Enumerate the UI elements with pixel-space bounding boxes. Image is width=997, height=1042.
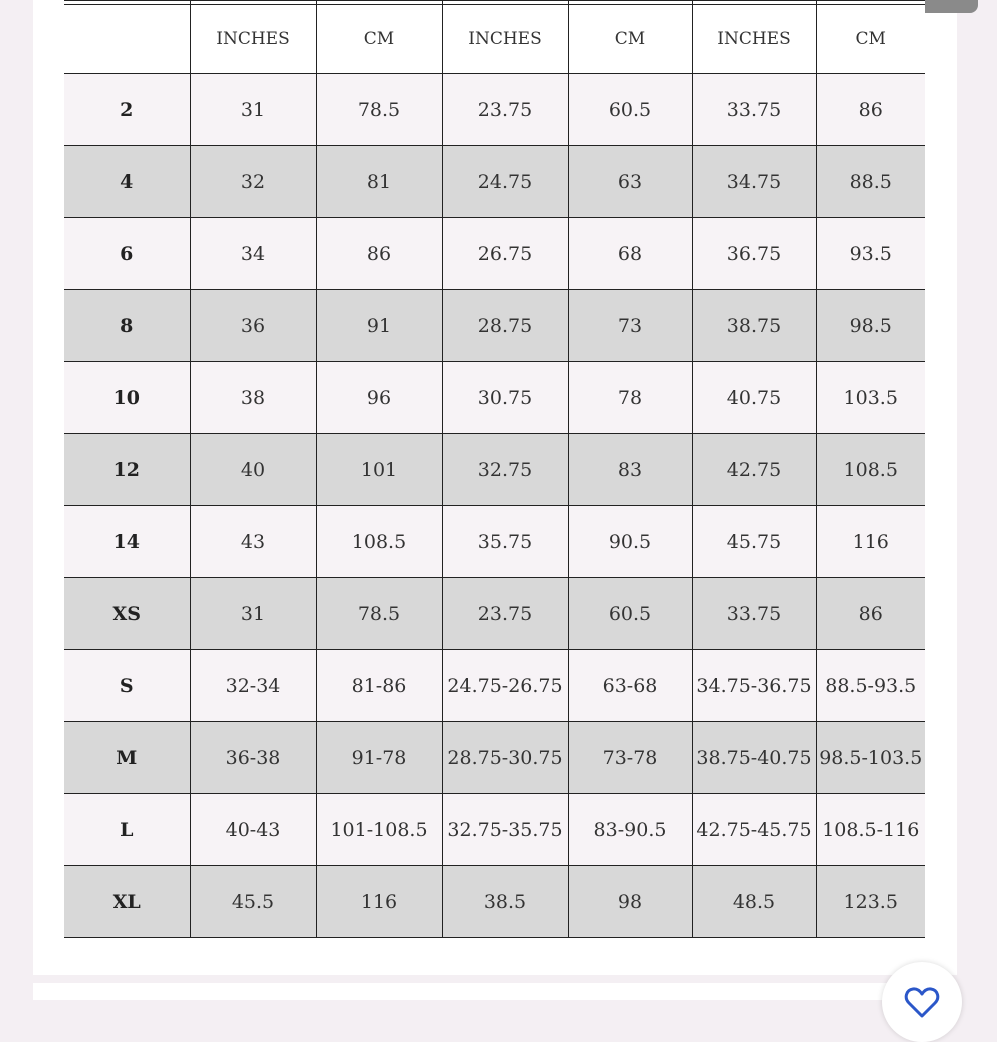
heart-outline-icon [902, 982, 942, 1022]
measurement-cell: 88.5 [816, 146, 925, 218]
unit-header-row [64, 5, 925, 74]
measurement-cell: 90.5 [568, 506, 692, 578]
measurement-cell: 91 [316, 290, 442, 362]
measurement-cell: 81 [316, 146, 442, 218]
measurement-cell: 78.5 [316, 578, 442, 650]
measurement-cell: 34 [190, 218, 316, 290]
unit-header-cell: CM [568, 5, 692, 74]
measurement-cell: 33.75 [692, 578, 816, 650]
measurement-cell: 98.5-103.5 [816, 722, 925, 794]
unit-header-cell: CM [316, 5, 442, 74]
measurement-cell: 36 [190, 290, 316, 362]
measurement-cell: 40.75 [692, 362, 816, 434]
measurement-cell: 38.75 [692, 290, 816, 362]
table-row [64, 290, 925, 362]
table-row [64, 866, 925, 938]
measurement-cell: 60.5 [568, 578, 692, 650]
measurement-cell: 42.75-45.75 [692, 794, 816, 866]
unit-header-cell [64, 5, 190, 74]
unit-header-cell: INCHES [190, 5, 316, 74]
measurement-cell: 101 [316, 434, 442, 506]
measurement-cell: 38.5 [442, 866, 568, 938]
measurement-cell: 34.75-36.75 [692, 650, 816, 722]
table-row [64, 650, 925, 722]
size-label-cell: 8 [64, 290, 190, 362]
table-row [64, 146, 925, 218]
measurement-cell: 23.75 [442, 74, 568, 146]
measurement-cell: 98.5 [816, 290, 925, 362]
size-label-cell: M [64, 722, 190, 794]
size-label-cell: 4 [64, 146, 190, 218]
measurement-cell: 60.5 [568, 74, 692, 146]
measurement-cell: 73 [568, 290, 692, 362]
table-row [64, 578, 925, 650]
bottom-card-edge [33, 983, 957, 1000]
measurement-cell: 86 [816, 74, 925, 146]
measurement-cell: 116 [816, 506, 925, 578]
size-label-cell: XL [64, 866, 190, 938]
measurement-cell: 81-86 [316, 650, 442, 722]
measurement-cell: 93.5 [816, 218, 925, 290]
measurement-cell: 45.5 [190, 866, 316, 938]
measurement-cell: 123.5 [816, 866, 925, 938]
size-chart-table [64, 0, 925, 938]
measurement-cell: 83-90.5 [568, 794, 692, 866]
measurement-cell: 30.75 [442, 362, 568, 434]
table-row [64, 434, 925, 506]
measurement-cell: 45.75 [692, 506, 816, 578]
measurement-cell: 63 [568, 146, 692, 218]
measurement-cell: 35.75 [442, 506, 568, 578]
size-label-cell: S [64, 650, 190, 722]
measurement-cell: 36.75 [692, 218, 816, 290]
table-row [64, 74, 925, 146]
measurement-cell: 98 [568, 866, 692, 938]
measurement-cell: 108.5-116 [816, 794, 925, 866]
measurement-cell: 32 [190, 146, 316, 218]
measurement-cell: 48.5 [692, 866, 816, 938]
measurement-cell: 40-43 [190, 794, 316, 866]
measurement-cell: 34.75 [692, 146, 816, 218]
measurement-cell: 33.75 [692, 74, 816, 146]
measurement-cell: 40 [190, 434, 316, 506]
measurement-cell: 38 [190, 362, 316, 434]
measurement-cell: 78.5 [316, 74, 442, 146]
measurement-cell: 42.75 [692, 434, 816, 506]
measurement-cell: 63-68 [568, 650, 692, 722]
measurement-cell: 73-78 [568, 722, 692, 794]
table-row [64, 506, 925, 578]
favorite-button[interactable] [882, 962, 962, 1042]
table-row [64, 722, 925, 794]
measurement-cell: 24.75 [442, 146, 568, 218]
size-label-cell: 14 [64, 506, 190, 578]
measurement-cell: 43 [190, 506, 316, 578]
table-row [64, 362, 925, 434]
table-row [64, 218, 925, 290]
measurement-cell: 108.5 [816, 434, 925, 506]
measurement-cell: 103.5 [816, 362, 925, 434]
measurement-cell: 31 [190, 74, 316, 146]
measurement-cell: 32.75 [442, 434, 568, 506]
measurement-cell: 108.5 [316, 506, 442, 578]
measurement-cell: 28.75 [442, 290, 568, 362]
measurement-cell: 38.75-40.75 [692, 722, 816, 794]
measurement-cell: 101-108.5 [316, 794, 442, 866]
size-label-cell: 6 [64, 218, 190, 290]
size-label-cell: 10 [64, 362, 190, 434]
measurement-cell: 32.75-35.75 [442, 794, 568, 866]
measurement-cell: 26.75 [442, 218, 568, 290]
table-row [64, 794, 925, 866]
size-label-cell: XS [64, 578, 190, 650]
measurement-cell: 88.5-93.5 [816, 650, 925, 722]
measurement-cell: 78 [568, 362, 692, 434]
size-label-cell: 2 [64, 74, 190, 146]
unit-header-cell: INCHES [442, 5, 568, 74]
measurement-cell: 31 [190, 578, 316, 650]
measurement-cell: 32-34 [190, 650, 316, 722]
measurement-cell: 96 [316, 362, 442, 434]
unit-header-cell: INCHES [692, 5, 816, 74]
measurement-cell: 68 [568, 218, 692, 290]
size-label-cell: 12 [64, 434, 190, 506]
size-label-cell: L [64, 794, 190, 866]
measurement-cell: 36-38 [190, 722, 316, 794]
measurement-cell: 24.75-26.75 [442, 650, 568, 722]
measurement-cell: 23.75 [442, 578, 568, 650]
measurement-cell: 83 [568, 434, 692, 506]
measurement-cell: 86 [316, 218, 442, 290]
unit-header-cell: CM [816, 5, 925, 74]
measurement-cell: 91-78 [316, 722, 442, 794]
measurement-cell: 28.75-30.75 [442, 722, 568, 794]
measurement-cell: 116 [316, 866, 442, 938]
measurement-cell: 86 [816, 578, 925, 650]
